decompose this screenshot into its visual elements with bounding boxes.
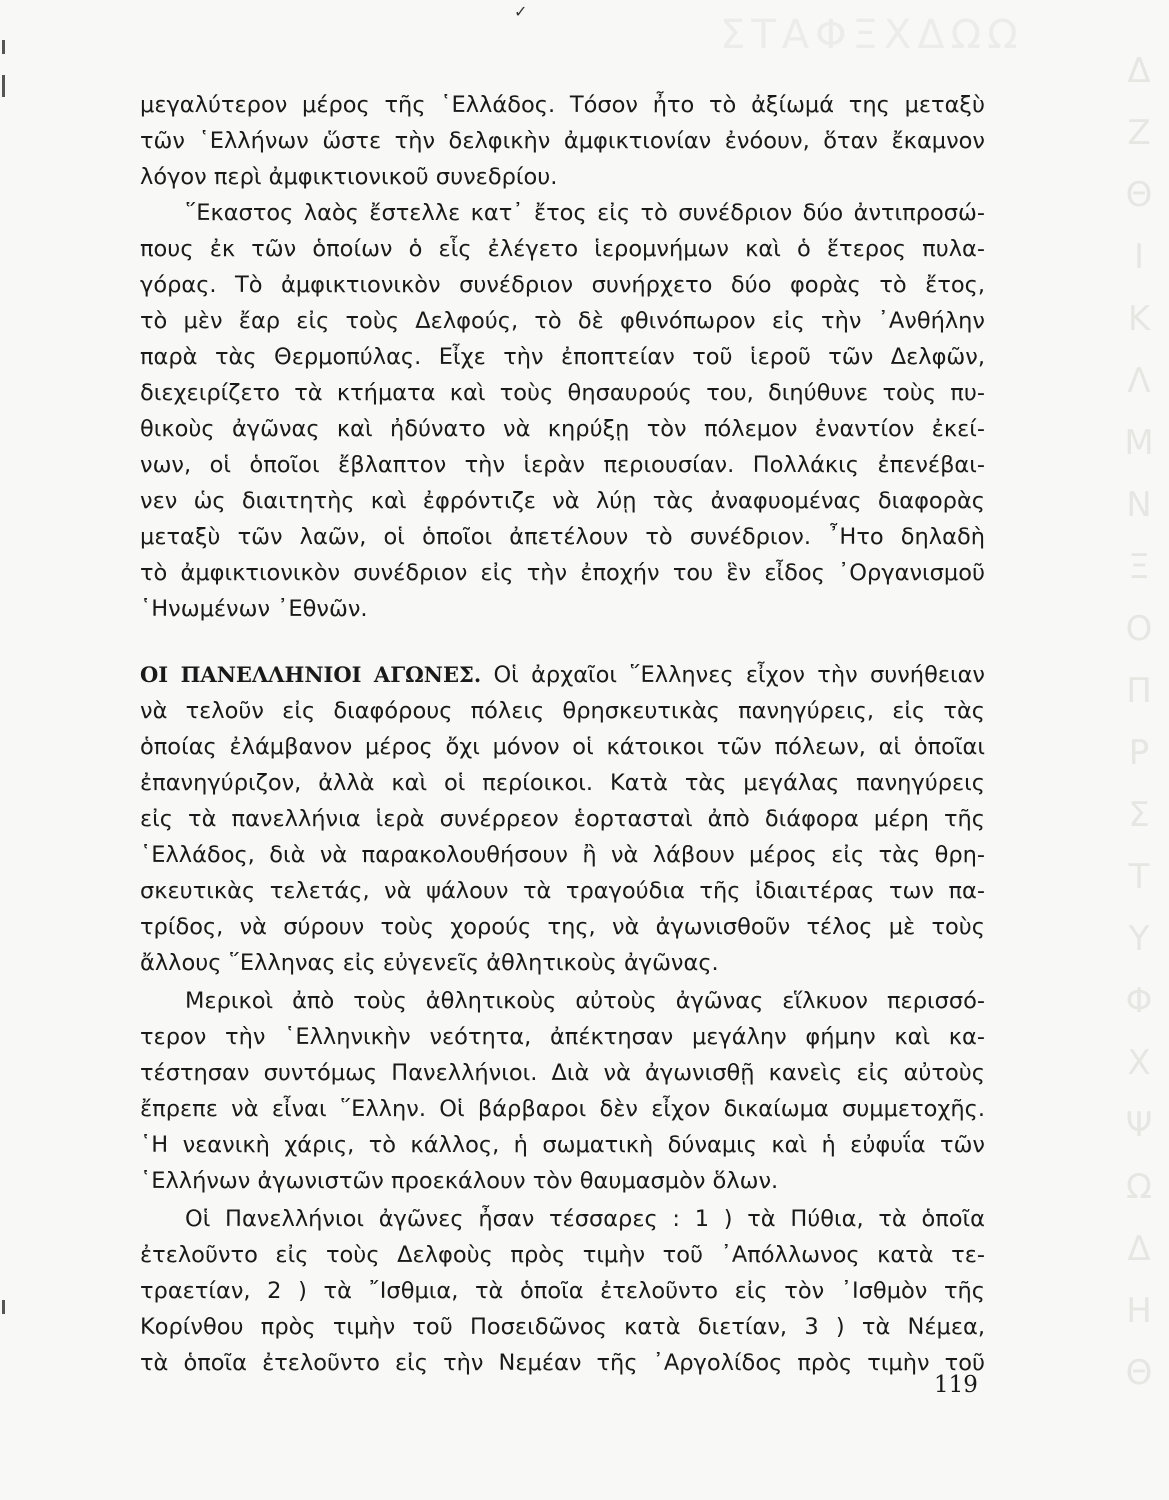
- scan-edge-mark: [2, 40, 5, 54]
- text-line: τραετίαν, 2 ) τὰ ῎Ισθμια, τὰ ὁποῖα ἐτελοῦντο εἰς τὸν ᾽Ισθμὸν τῆς: [140, 1278, 985, 1304]
- text-line: ῞Εκαστος λαὸς ἔστελλε κατ᾽ ἔτος εἰς τὸ συνέδριον δύο ἀντιπροσώ-: [185, 200, 985, 226]
- show-through-ghost-top: ΣΤΑΦΞΧΔΩΩ: [720, 12, 1024, 58]
- show-through-ghost-edge: Δ Ζ Θ Ι Κ Λ Μ Ν Ξ Ο Π Ρ Σ Τ Υ Φ Χ Ψ Ω Δ Η Θ: [1124, 51, 1154, 1393]
- top-ink-mark: ✓: [514, 2, 528, 21]
- text-line: νων, οἱ ὁποῖοι ἔβλαπτον τὴν ἱερὰν περιουσίαν. Πολλάκις ἐπενέβαι-: [140, 452, 985, 478]
- text-line: μεγαλύτερον μέρος τῆς ῾Ελλάδος. Τόσον ἦτο τὸ ἀξίωμά της μεταξὺ: [140, 92, 985, 118]
- text-line: Οἱ Πανελλήνιοι ἀγῶνες ἦσαν τέσσαρες : 1 ) τὰ Πύθια, τὰ ὁποῖα: [185, 1206, 985, 1232]
- text-line: ῾Ελλήνων ἀγωνιστῶν προεκάλουν τὸν θαυμασμὸν ὅλων.: [140, 1168, 779, 1194]
- text-line: γόρας. Τὸ ἀμφικτιονικὸν συνέδριον συνήρχετο δύο φορὰς τὸ ἔτος,: [140, 272, 985, 298]
- text-line: διεχειρίζετο τὰ κτήματα καὶ τοὺς θησαυρούς του, διηύθυνε τοὺς πυ-: [140, 380, 985, 406]
- text-line: τῶν ῾Ελλήνων ὥστε τὴν δελφικὴν ἀμφικτιονίαν ἐνόουν, ὅταν ἔκαμνον: [140, 128, 985, 154]
- text-line: νεν ὡς διαιτητὴς καὶ ἐφρόντιζε νὰ λύῃ τὰς ἀναφυομένας διαφορὰς: [140, 488, 985, 514]
- text-line: Μερικοὶ ἀπὸ τοὺς ἀθλητικοὺς αὐτοὺς ἀγῶνας εἵλκυον περισσό-: [185, 988, 985, 1014]
- text-line: τρίδος, νὰ σύρουν τοὺς χορούς της, νὰ ἀγωνισθοῦν τέλος μὲ τοὺς: [140, 914, 985, 940]
- text-line: πους ἐκ τῶν ὁποίων ὁ εἷς ἐλέγετο ἱερομνήμων καὶ ὁ ἕτερος πυλα-: [140, 236, 985, 262]
- text-line: λόγον περὶ ἀμφικτιονικοῦ συνεδρίου.: [140, 164, 558, 190]
- section-first-line: [140, 658, 985, 692]
- text-line: ἄλλους ῞Ελληνας εἰς εὐγενεῖς ἀθλητικοὺς ἀγῶνας.: [140, 950, 719, 976]
- text-line: ῾Ηνωμένων ᾽Εθνῶν.: [140, 596, 368, 622]
- text-line: νὰ τελοῦν εἰς διαφόρους πόλεις θρησκευτικὰς πανηγύρεις, εἰς τὰς: [140, 698, 985, 724]
- text-line: Κορίνθου πρὸς τιμὴν τοῦ Ποσειδῶνος κατὰ διετίαν, 3 ) τὰ Νέμεα,: [140, 1314, 985, 1340]
- text-line: τέστησαν συντόμως Πανελλήνιοι. Διὰ νὰ ἀγωνισθῇ κανεὶς εἰς αὐτοὺς: [140, 1060, 985, 1086]
- text-line: ἐτελοῦντο εἰς τοὺς Δελφοὺς πρὸς τιμὴν τοῦ ᾽Απόλλωνος κατὰ τε-: [140, 1242, 985, 1268]
- text-line: σκευτικὰς τελετάς, νὰ ψάλουν τὰ τραγούδια τῆς ἰδιαιτέρας των πα-: [140, 878, 985, 904]
- text-line: ὁποίας ἐλάμβανον μέρος ὄχι μόνον οἱ κάτοικοι τῶν πόλεων, αἱ ὁποῖαι: [140, 734, 985, 760]
- text-line: ἐπανηγύριζον, ἀλλὰ καὶ οἱ περίοικοι. Κατὰ τὰς μεγάλας πανηγύρεις: [140, 770, 985, 796]
- text-line: παρὰ τὰς Θερμοπύλας. Εἶχε τὴν ἐποπτείαν τοῦ ἱεροῦ τῶν Δελφῶν,: [140, 344, 985, 370]
- text-line: τὸ ἀμφικτιονικὸν συνέδριον εἰς τὴν ἐποχήν του ἓν εἶδος ᾽Οργανισμοῦ: [140, 560, 985, 586]
- text-line: ἔπρεπε νὰ εἶναι ῞Ελλην. Οἱ βάρβαροι δὲν εἶχον δικαίωμα συμμετοχῆς.: [140, 1096, 985, 1122]
- text-line: τερον τὴν ῾Ελληνικὴν νεότητα, ἀπέκτησαν μεγάλην φήμην καὶ κα-: [140, 1024, 985, 1050]
- scan-edge-mark: [2, 1300, 5, 1314]
- text-line: μεταξὺ τῶν λαῶν, οἱ ὁποῖοι ἀπετέλουν τὸ συνέδριον. ῏Ητο δηλαδὴ: [140, 524, 985, 550]
- text-line: ῾Η νεανικὴ χάρις, τὸ κάλλος, ἡ σωματικὴ δύναμις καὶ ἡ εὐφυΐα τῶν: [140, 1132, 985, 1158]
- text-line: τὸ μὲν ἔαρ εἰς τοὺς Δελφούς, τὸ δὲ φθινόπωρον εἰς τὴν ᾽Ανθήλην: [140, 308, 985, 334]
- heading-line-rest: Οἱ ἀρχαῖοι ῞Ελληνες εἶχον τὴν συνήθειαν: [493, 662, 986, 688]
- page-number: 119: [934, 1372, 978, 1398]
- text-line: τὰ ὁποῖα ἐτελοῦντο εἰς τὴν Νεμέαν τῆς ᾽Αργολίδος πρὸς τιμὴν τοῦ: [140, 1350, 985, 1376]
- text-line: ῾Ελλάδος, διὰ νὰ παρακολουθήσουν ἢ νὰ λάβουν μέρος εἰς τὰς θρη-: [140, 842, 985, 868]
- scan-edge-mark: [2, 75, 5, 97]
- text-line: εἰς τὰ πανελλήνια ἱερὰ συνέρρεον ἑορτασταὶ ἀπὸ διάφορα μέρη τῆς: [140, 806, 985, 832]
- section-heading: ΟΙ ΠΑΝΕΛΛΗΝΙΟΙ ΑΓΩΝΕΣ.: [140, 662, 482, 687]
- text-line: θικοὺς ἀγῶνας καὶ ἠδύνατο νὰ κηρύξῃ τὸν πόλεμον ἐναντίον ἐκεί-: [140, 416, 985, 442]
